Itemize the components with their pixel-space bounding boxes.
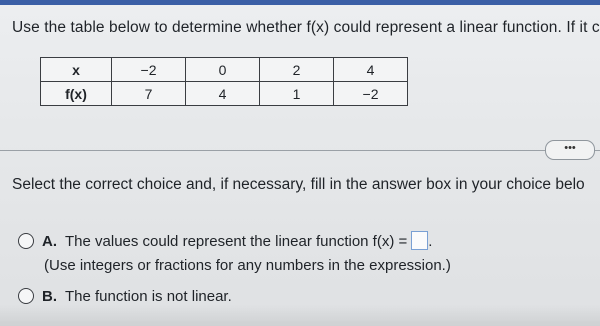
table-row-fx xyxy=(41,82,408,106)
bottom-fade xyxy=(0,305,600,326)
section-divider xyxy=(0,150,545,151)
table-row-x xyxy=(41,58,408,82)
question-text: Use the table below to determine whether f(x) could represent a linear function. If it c xyxy=(12,19,600,36)
radio-button-b[interactable] xyxy=(18,288,34,304)
choice-b[interactable] xyxy=(18,288,232,305)
instructions-text: Select the correct choice and, if necessary, fill in the answer box in your choice belo xyxy=(12,176,585,193)
radio-button-a[interactable] xyxy=(18,233,34,249)
table-cell: 2 xyxy=(260,58,334,82)
answer-box[interactable] xyxy=(411,231,428,250)
choice-b-text: The function is not linear. xyxy=(65,288,232,305)
table-cell: −2 xyxy=(334,82,408,106)
choice-a-text: The values could represent the linear function f(x) = xyxy=(65,233,408,250)
table-cell: 7 xyxy=(112,82,186,106)
table-cell: 4 xyxy=(334,58,408,82)
choice-a-note: (Use integers or fractions for any numbers in the expression.) xyxy=(44,257,451,274)
choice-a[interactable] xyxy=(18,231,432,250)
question-page xyxy=(0,5,600,321)
table-header-fx: f(x) xyxy=(41,82,112,106)
table-header-x: x xyxy=(41,58,112,82)
choice-a-letter: A. xyxy=(42,233,57,250)
more-options-button[interactable]: ••• xyxy=(545,140,595,160)
values-table xyxy=(40,57,408,106)
choice-b-letter: B. xyxy=(42,288,57,305)
section-divider-right xyxy=(595,150,600,151)
table-cell: 1 xyxy=(260,82,334,106)
table-cell: −2 xyxy=(112,58,186,82)
table-cell: 0 xyxy=(186,58,260,82)
table-cell: 4 xyxy=(186,82,260,106)
choice-a-period: . xyxy=(428,233,433,250)
